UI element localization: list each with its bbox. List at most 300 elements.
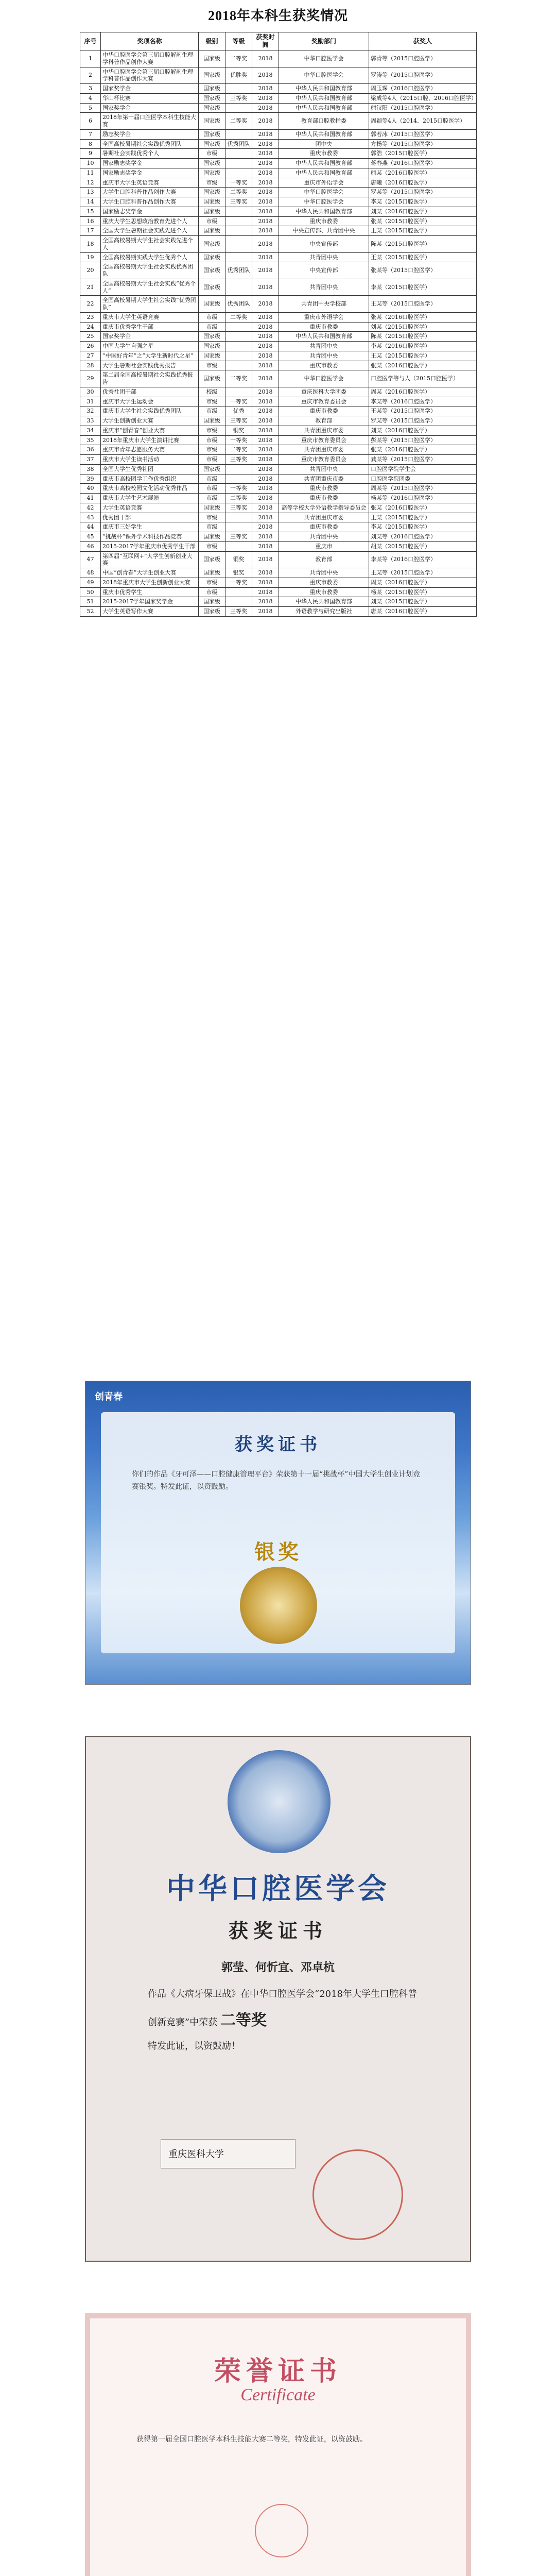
table-row bbox=[80, 455, 477, 465]
cell-award-time: 2018 bbox=[252, 607, 279, 617]
cell-index: 50 bbox=[80, 587, 101, 597]
cell-issuer: 重庆市教育委员会 bbox=[279, 397, 369, 406]
cell-award-time: 2018 bbox=[252, 464, 279, 474]
awards-table-wrap bbox=[80, 32, 476, 617]
cell-grade: 一等奖 bbox=[225, 578, 252, 587]
cell-winner: 李某等（2016口腔医学） bbox=[369, 551, 477, 568]
cell-issuer: 中华人民共和国教育部 bbox=[279, 597, 369, 607]
cell-award-name: 中华口腔医学会第三届口腔解剖生理学科普作品创作大赛 bbox=[101, 67, 199, 84]
cert2-school: 重庆医科大学 bbox=[168, 2149, 224, 2160]
cell-award-time: 2018 bbox=[252, 551, 279, 568]
cell-award-time: 2018 bbox=[252, 474, 279, 484]
cell-index: 7 bbox=[80, 129, 101, 139]
cell-index: 41 bbox=[80, 494, 101, 503]
certificate-2 bbox=[85, 1736, 471, 2262]
table-row bbox=[80, 522, 477, 532]
cell-award-time: 2018 bbox=[252, 397, 279, 406]
cell-award-name: 2015-2017学年国家奖学金 bbox=[101, 597, 199, 607]
cell-issuer: 重庆市教委 bbox=[279, 522, 369, 532]
cell-index: 28 bbox=[80, 361, 101, 370]
cell-winner: 张某等（2015口腔医学） bbox=[369, 262, 477, 279]
table-row bbox=[80, 484, 477, 494]
cell-award-time: 2018 bbox=[252, 532, 279, 542]
cell-issuer: 中央宣传部 bbox=[279, 262, 369, 279]
table-row bbox=[80, 351, 477, 361]
cell-award-time: 2018 bbox=[252, 597, 279, 607]
cell-level: 国家级 bbox=[199, 188, 225, 197]
cell-level: 市级 bbox=[199, 494, 225, 503]
table-body bbox=[80, 50, 477, 617]
table-row bbox=[80, 139, 477, 149]
cell-level: 国家级 bbox=[199, 532, 225, 542]
cell-award-time: 2018 bbox=[252, 84, 279, 94]
table-row bbox=[80, 578, 477, 587]
cell-index: 4 bbox=[80, 93, 101, 103]
cell-index: 43 bbox=[80, 513, 101, 522]
cell-winner: 口腔医学等与人（2015口腔医学） bbox=[369, 370, 477, 387]
cell-index: 16 bbox=[80, 216, 101, 226]
cell-level: 市级 bbox=[199, 484, 225, 494]
cell-grade bbox=[225, 279, 252, 296]
cell-index: 12 bbox=[80, 178, 101, 188]
cell-award-name: 大学生创新创业大赛 bbox=[101, 416, 199, 426]
cell-award-name: 大学生口腔科普作品创作大赛 bbox=[101, 188, 199, 197]
cell-issuer: 共青团中央 bbox=[279, 568, 369, 578]
cell-issuer: 中央宣传部、共青团中央 bbox=[279, 226, 369, 236]
cell-level: 国家级 bbox=[199, 84, 225, 94]
cell-index: 31 bbox=[80, 397, 101, 406]
cell-grade: 铜奖 bbox=[225, 426, 252, 435]
cert2-school-field bbox=[161, 2139, 296, 2168]
cell-winner: 彭某等（2015口腔医学） bbox=[369, 435, 477, 445]
cell-issuer: 中华人民共和国教育部 bbox=[279, 93, 369, 103]
cell-issuer: 共青团中央学校部 bbox=[279, 296, 369, 313]
stamp-icon bbox=[312, 2149, 403, 2240]
cell-winner: 王某等（2015口腔医学） bbox=[369, 406, 477, 416]
cell-award-time: 2018 bbox=[252, 332, 279, 342]
cell-award-time: 2018 bbox=[252, 113, 279, 130]
cell-award-name: “中国好青年”之“大学生新时代之星” bbox=[101, 351, 199, 361]
cell-index: 1 bbox=[80, 50, 101, 67]
cell-level: 国家级 bbox=[199, 93, 225, 103]
cell-award-time: 2018 bbox=[252, 262, 279, 279]
cell-award-name: 第二届全国高校暑期社会实践优秀报告 bbox=[101, 370, 199, 387]
cell-award-name: 优秀社团干部 bbox=[101, 387, 199, 397]
cell-grade: 二等奖 bbox=[225, 188, 252, 197]
cell-award-time: 2018 bbox=[252, 93, 279, 103]
cell-issuer: 共青团重庆市委 bbox=[279, 513, 369, 522]
cell-grade: 一等奖 bbox=[225, 435, 252, 445]
table-row bbox=[80, 149, 477, 159]
cell-award-name: 国家励志奖学金 bbox=[101, 159, 199, 168]
cell-index: 36 bbox=[80, 445, 101, 455]
cell-grade: 二等奖 bbox=[225, 494, 252, 503]
cell-award-time: 2018 bbox=[252, 522, 279, 532]
cell-grade: 三等奖 bbox=[225, 607, 252, 617]
cell-level: 国家级 bbox=[199, 332, 225, 342]
cell-index: 15 bbox=[80, 207, 101, 216]
cell-winner: 王某等（2015口腔医学） bbox=[369, 568, 477, 578]
cert2-heading: 获奖证书 bbox=[228, 1919, 327, 1942]
cell-grade: 优秀团队 bbox=[225, 262, 252, 279]
cell-winner: 郭浩（2015口腔医学） bbox=[369, 149, 477, 159]
cell-award-name: 国家奖学金 bbox=[101, 332, 199, 342]
cell-winner: 方杨等（2015口腔医学） bbox=[369, 139, 477, 149]
cell-issuer: 重庆市外语学会 bbox=[279, 178, 369, 188]
table-row bbox=[80, 387, 477, 397]
cell-grade: 二等奖 bbox=[225, 445, 252, 455]
table-row bbox=[80, 103, 477, 113]
cell-index: 21 bbox=[80, 279, 101, 296]
cell-grade bbox=[225, 216, 252, 226]
cell-issuer: 重庆市教育委员会 bbox=[279, 435, 369, 445]
cell-award-time: 2018 bbox=[252, 149, 279, 159]
cell-award-name: 大学生口腔科普作品创作大赛 bbox=[101, 197, 199, 207]
cell-issuer: 高等学校大学外语教学指导委员会 bbox=[279, 503, 369, 513]
cell-award-name: 重庆市大学生读书活动 bbox=[101, 455, 199, 465]
cell-grade bbox=[225, 103, 252, 113]
cert1-logo: 创青春 bbox=[95, 1392, 123, 1402]
cell-grade: 一等奖 bbox=[225, 178, 252, 188]
cell-level: 国家级 bbox=[199, 252, 225, 262]
cell-award-time: 2018 bbox=[252, 50, 279, 67]
cell-grade bbox=[225, 342, 252, 351]
cell-index: 48 bbox=[80, 568, 101, 578]
cell-grade bbox=[225, 159, 252, 168]
cert2-body-text: 作品《大病牙保卫战》在中华口腔医学会“2018年大学生口腔科普创新竞赛”中荣获 bbox=[148, 1989, 418, 2028]
cell-winner: 李某等（2016口腔医学） bbox=[369, 397, 477, 406]
cell-award-time: 2018 bbox=[252, 296, 279, 313]
table-row bbox=[80, 216, 477, 226]
cell-level: 国家级 bbox=[199, 597, 225, 607]
cell-index: 37 bbox=[80, 455, 101, 465]
table-row bbox=[80, 296, 477, 313]
cell-winner: 张某（2015口腔医学） bbox=[369, 216, 477, 226]
cert2-closing: 特发此证，以资鼓励！ bbox=[148, 2040, 240, 2052]
cell-award-time: 2018 bbox=[252, 129, 279, 139]
cell-winner: 陈某（2015口腔医学） bbox=[369, 332, 477, 342]
cell-issuer: 中华人民共和国教育部 bbox=[279, 168, 369, 178]
cell-level: 国家级 bbox=[199, 226, 225, 236]
cell-level: 国家级 bbox=[199, 568, 225, 578]
cell-award-time: 2018 bbox=[252, 168, 279, 178]
cell-award-time: 2018 bbox=[252, 67, 279, 84]
cell-index: 20 bbox=[80, 262, 101, 279]
cell-grade bbox=[225, 168, 252, 178]
cell-award-name: 2018年重庆市大学生演讲比赛 bbox=[101, 435, 199, 445]
cell-award-time: 2018 bbox=[252, 342, 279, 351]
cell-issuer: 共青团重庆市委 bbox=[279, 445, 369, 455]
cell-award-name: 全国高校暑期大学生社会实践“优秀个人” bbox=[101, 279, 199, 296]
cell-winner: 刘某（2015口腔医学） bbox=[369, 597, 477, 607]
cell-index: 35 bbox=[80, 435, 101, 445]
table-row bbox=[80, 188, 477, 197]
cell-winner: 刘某（2016口腔医学） bbox=[369, 207, 477, 216]
cert2-body bbox=[148, 1985, 419, 2056]
table-row bbox=[80, 541, 477, 551]
cell-level: 市级 bbox=[199, 322, 225, 332]
cell-winner: 王某等（2015口腔医学） bbox=[369, 296, 477, 313]
table-row bbox=[80, 474, 477, 484]
cell-award-time: 2018 bbox=[252, 216, 279, 226]
cell-level: 市级 bbox=[199, 513, 225, 522]
cell-level: 国家级 bbox=[199, 129, 225, 139]
cell-level: 国家级 bbox=[199, 351, 225, 361]
table-row bbox=[80, 551, 477, 568]
cell-index: 49 bbox=[80, 578, 101, 587]
table-row bbox=[80, 416, 477, 426]
cell-grade: 二等奖 bbox=[225, 50, 252, 67]
cell-grade bbox=[225, 361, 252, 370]
cell-winner: 罗涛等（2015口腔医学） bbox=[369, 67, 477, 84]
cell-level: 国家级 bbox=[199, 464, 225, 474]
table-row bbox=[80, 361, 477, 370]
cell-issuer: 教育部 bbox=[279, 416, 369, 426]
cell-grade bbox=[225, 236, 252, 253]
table-row bbox=[80, 207, 477, 216]
cell-grade: 一等奖 bbox=[225, 484, 252, 494]
table-row bbox=[80, 178, 477, 188]
table-row bbox=[80, 494, 477, 503]
cell-winner: 杨某（2015口腔医学） bbox=[369, 587, 477, 597]
cell-index: 30 bbox=[80, 387, 101, 397]
cert3-body: 获得第一届全国口腔医学本科生技能大赛二等奖，特发此证，以资鼓励。 bbox=[136, 2435, 367, 2444]
cell-grade bbox=[225, 474, 252, 484]
cell-winner: 周颖等4人（2014、2015口腔医学） bbox=[369, 113, 477, 130]
cell-winner: 张某（2016口腔医学） bbox=[369, 503, 477, 513]
cell-level: 市级 bbox=[199, 474, 225, 484]
cell-issuer: 中华口腔医学会 bbox=[279, 188, 369, 197]
cell-winner: 杨某等（2016口腔医学） bbox=[369, 494, 477, 503]
cell-award-name: 重庆大学生思想政治教育先进个人 bbox=[101, 216, 199, 226]
cell-award-time: 2018 bbox=[252, 387, 279, 397]
table-row bbox=[80, 532, 477, 542]
header-index: 序号 bbox=[80, 32, 101, 50]
cell-issuer: 共青团中央 bbox=[279, 351, 369, 361]
cell-award-time: 2018 bbox=[252, 587, 279, 597]
cell-award-name: 中国“创青春”大学生创业大赛 bbox=[101, 568, 199, 578]
cell-level: 国家级 bbox=[199, 207, 225, 216]
cell-index: 19 bbox=[80, 252, 101, 262]
cert2-org: 中华口腔医学会 bbox=[166, 1872, 390, 1906]
cell-level: 国家级 bbox=[199, 296, 225, 313]
cell-grade: 二等奖 bbox=[225, 370, 252, 387]
cell-grade: 三等奖 bbox=[225, 93, 252, 103]
cell-award-time: 2018 bbox=[252, 494, 279, 503]
cell-grade bbox=[225, 541, 252, 551]
cell-award-name: 中国大学生自强之星 bbox=[101, 342, 199, 351]
table-row bbox=[80, 445, 477, 455]
cell-winner: 唐某（2016口腔医学） bbox=[369, 607, 477, 617]
cell-award-name: 全国高校暑期大学生社会实践“优秀团队” bbox=[101, 296, 199, 313]
cell-level: 国家级 bbox=[199, 607, 225, 617]
cell-level: 国家级 bbox=[199, 50, 225, 67]
cell-index: 33 bbox=[80, 416, 101, 426]
cell-award-name: 2018年重庆市大学生创新创业大赛 bbox=[101, 578, 199, 587]
cell-award-name: 重庆市大学生社会实践优秀团队 bbox=[101, 406, 199, 416]
cell-award-name: 全国高校暑期大学生社会实践先进个人 bbox=[101, 236, 199, 253]
cell-winner: 王某（2015口腔医学） bbox=[369, 351, 477, 361]
cell-issuer: 共青团中央 bbox=[279, 342, 369, 351]
cert3-heading: 荣誉证书 bbox=[214, 2355, 342, 2387]
cell-award-time: 2018 bbox=[252, 279, 279, 296]
table-row bbox=[80, 129, 477, 139]
cell-award-name: 全国大学生暑期社会实践先进个人 bbox=[101, 226, 199, 236]
table-row bbox=[80, 168, 477, 178]
cell-winner: 李某（2015口腔医学） bbox=[369, 197, 477, 207]
table-row bbox=[80, 503, 477, 513]
cell-award-time: 2018 bbox=[252, 426, 279, 435]
table-row bbox=[80, 597, 477, 607]
cell-index: 42 bbox=[80, 503, 101, 513]
cell-winner: 李某（2015口腔医学） bbox=[369, 279, 477, 296]
cell-award-name: 暑期社会实践优秀个人 bbox=[101, 149, 199, 159]
cell-award-name: 重庆市大学生英语竞赛 bbox=[101, 178, 199, 188]
header-award-time: 获奖时间 bbox=[252, 32, 279, 50]
cell-level: 校级 bbox=[199, 387, 225, 397]
cell-grade: 三等奖 bbox=[225, 197, 252, 207]
cell-award-name: 重庆市高校校园文化活动优秀作品 bbox=[101, 484, 199, 494]
cell-winner: 王某（2015口腔医学） bbox=[369, 226, 477, 236]
cell-grade: 二等奖 bbox=[225, 312, 252, 322]
table-row bbox=[80, 67, 477, 84]
cell-index: 45 bbox=[80, 532, 101, 542]
cell-level: 国家级 bbox=[199, 139, 225, 149]
cell-winner: 郭若冰（2015口腔医学） bbox=[369, 129, 477, 139]
cell-issuer: 中华口腔医学会 bbox=[279, 197, 369, 207]
cell-winner: 周某（2016口腔医学） bbox=[369, 387, 477, 397]
cell-winner: 梁成等4人（2015口腔，2016口腔医学） bbox=[369, 93, 477, 103]
cell-grade bbox=[225, 332, 252, 342]
cell-issuer: 团中央 bbox=[279, 139, 369, 149]
cell-grade bbox=[225, 464, 252, 474]
cell-grade bbox=[225, 351, 252, 361]
cell-winner: 陈某（2015口腔医学） bbox=[369, 236, 477, 253]
cell-grade bbox=[225, 252, 252, 262]
cell-index: 39 bbox=[80, 474, 101, 484]
cell-issuer: 重庆市教委 bbox=[279, 216, 369, 226]
cell-index: 23 bbox=[80, 312, 101, 322]
table-row bbox=[80, 262, 477, 279]
cell-grade bbox=[225, 387, 252, 397]
cell-issuer: 中华口腔医学会 bbox=[279, 50, 369, 67]
cell-winner: 罗某等（2015口腔医学） bbox=[369, 416, 477, 426]
cell-issuer: 重庆市教委 bbox=[279, 587, 369, 597]
table-row bbox=[80, 252, 477, 262]
cell-award-name: 大学生英语写作大赛 bbox=[101, 607, 199, 617]
cell-grade: 优胜奖 bbox=[225, 67, 252, 84]
cell-award-time: 2018 bbox=[252, 578, 279, 587]
cell-issuer: 教育部口腔教指委 bbox=[279, 113, 369, 130]
cell-award-time: 2018 bbox=[252, 455, 279, 465]
cell-winner: 罗某等（2015口腔医学） bbox=[369, 188, 477, 197]
table-row bbox=[80, 370, 477, 387]
cell-award-name: 重庆市大学生运动会 bbox=[101, 397, 199, 406]
cell-issuer: 共青团中央 bbox=[279, 279, 369, 296]
cell-index: 14 bbox=[80, 197, 101, 207]
cell-grade: 三等奖 bbox=[225, 455, 252, 465]
cell-award-time: 2018 bbox=[252, 103, 279, 113]
cell-level: 国家级 bbox=[199, 416, 225, 426]
cell-issuer: 重庆市教委 bbox=[279, 406, 369, 416]
cell-index: 17 bbox=[80, 226, 101, 236]
cell-winner: 王某（2015口腔医学） bbox=[369, 513, 477, 522]
cell-level: 市级 bbox=[199, 578, 225, 587]
table-row bbox=[80, 50, 477, 67]
header-winner: 获奖人 bbox=[369, 32, 477, 50]
table-row bbox=[80, 159, 477, 168]
cell-issuer: 重庆市教委 bbox=[279, 149, 369, 159]
cell-level: 市级 bbox=[199, 445, 225, 455]
cert3-heading-en: Certificate bbox=[240, 2385, 316, 2404]
cell-issuer: 重庆市教委 bbox=[279, 322, 369, 332]
cell-award-time: 2018 bbox=[252, 207, 279, 216]
cell-winner: 张某（2016口腔医学） bbox=[369, 361, 477, 370]
cell-award-name: 国家奖学金 bbox=[101, 103, 199, 113]
cell-award-name: 重庆市青年志愿服务大赛 bbox=[101, 445, 199, 455]
cert2-award: 二等奖 bbox=[220, 2011, 267, 2029]
cell-grade: 三等奖 bbox=[225, 532, 252, 542]
cell-award-time: 2018 bbox=[252, 322, 279, 332]
cell-winner: 熊某（2016口腔医学） bbox=[369, 168, 477, 178]
cell-level: 国家级 bbox=[199, 103, 225, 113]
cell-issuer: 重庆市教委 bbox=[279, 494, 369, 503]
certificate-3 bbox=[85, 2313, 471, 2576]
cell-index: 32 bbox=[80, 406, 101, 416]
cell-issuer: 重庆市外语学会 bbox=[279, 312, 369, 322]
cell-index: 13 bbox=[80, 188, 101, 197]
cell-issuer: 中华口腔医学会 bbox=[279, 370, 369, 387]
cell-grade bbox=[225, 513, 252, 522]
cell-winner: 口腔医学院学生会 bbox=[369, 464, 477, 474]
cell-issuer: 重庆医科大学团委 bbox=[279, 387, 369, 397]
cell-index: 8 bbox=[80, 139, 101, 149]
cell-issuer: 教育部 bbox=[279, 551, 369, 568]
cell-award-time: 2018 bbox=[252, 513, 279, 522]
cell-index: 10 bbox=[80, 159, 101, 168]
cell-award-time: 2018 bbox=[252, 484, 279, 494]
cell-winner: 李某（2016口腔医学） bbox=[369, 342, 477, 351]
cell-award-name: 励志奖学金 bbox=[101, 129, 199, 139]
association-emblem-icon bbox=[228, 1750, 331, 1853]
cell-index: 6 bbox=[80, 113, 101, 130]
cell-grade: 优秀团队 bbox=[225, 296, 252, 313]
cell-award-time: 2018 bbox=[252, 416, 279, 426]
cell-issuer: 重庆市教委 bbox=[279, 361, 369, 370]
cell-level: 市级 bbox=[199, 455, 225, 465]
cell-issuer: 重庆市教委 bbox=[279, 578, 369, 587]
cell-grade bbox=[225, 587, 252, 597]
table-row bbox=[80, 236, 477, 253]
cell-winner: 胡某（2015口腔医学） bbox=[369, 541, 477, 551]
cell-award-name: 重庆市优秀学生干部 bbox=[101, 322, 199, 332]
cell-grade: 优秀 bbox=[225, 406, 252, 416]
cell-issuer: 共青团中央 bbox=[279, 532, 369, 542]
cell-award-time: 2018 bbox=[252, 252, 279, 262]
cell-grade: 三等奖 bbox=[225, 503, 252, 513]
cell-level: 国家级 bbox=[199, 67, 225, 84]
table-row bbox=[80, 226, 477, 236]
cell-level: 国家级 bbox=[199, 370, 225, 387]
cell-level: 市级 bbox=[199, 435, 225, 445]
cell-winner: 蒋春燕（2016口腔医学） bbox=[369, 159, 477, 168]
cell-issuer: 中华口腔医学会 bbox=[279, 67, 369, 84]
cell-issuer: 重庆市教委 bbox=[279, 484, 369, 494]
table-row bbox=[80, 312, 477, 322]
cell-award-name: 全国高校暑期大学生社会实践优秀团队 bbox=[101, 262, 199, 279]
cell-index: 46 bbox=[80, 541, 101, 551]
cell-level: 市级 bbox=[199, 587, 225, 597]
